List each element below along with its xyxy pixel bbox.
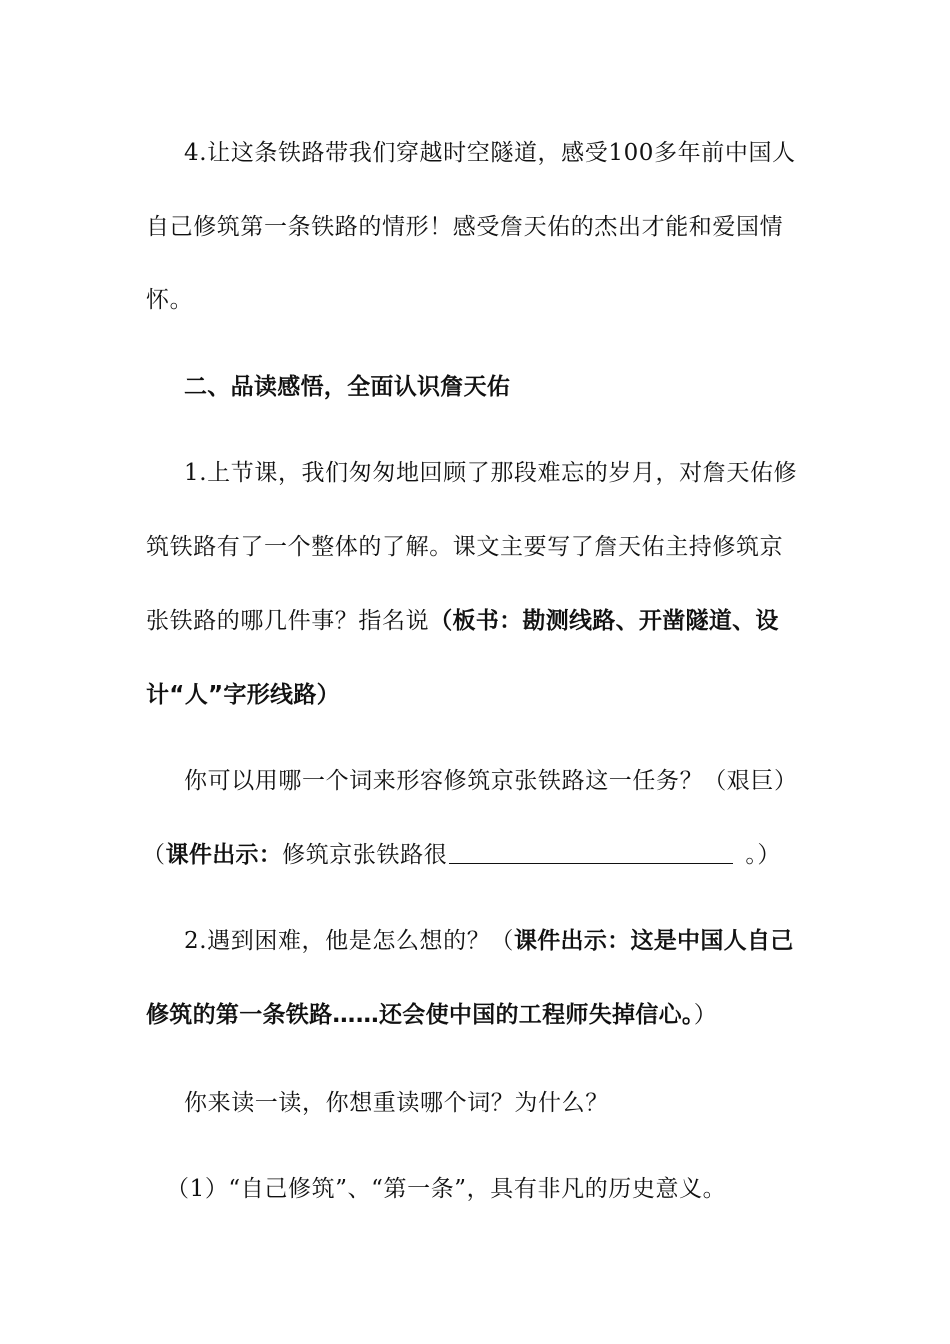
courseware-label: 课件出示： bbox=[165, 842, 283, 868]
point-1: （1）“自己修筑”、“第一条”，具有非凡的历史意义。 bbox=[166, 1176, 727, 1202]
courseware-quote-start: 课件出示：这是中国人自己 bbox=[513, 928, 794, 954]
fill-in-blank bbox=[449, 841, 733, 864]
question-line: 你可以用哪一个词来形容修筑京张铁路这一任务？（艰巨） bbox=[184, 768, 798, 794]
reading-prompt: 你来读一读，你想重读哪个词？为什么？ bbox=[184, 1090, 609, 1116]
paragraph-2-line-2 bbox=[146, 1000, 811, 1030]
closing-punct: 。） bbox=[745, 842, 782, 868]
difficulty-question: 2.遇到困难，他是怎么想的？（ bbox=[184, 928, 514, 954]
open-paren: （ bbox=[142, 842, 166, 868]
paragraph-4-line-2: 自己修筑第一条铁路的情形！感受詹天佑的杰出才能和爱国情 bbox=[146, 214, 784, 240]
courseware-text: 修筑京张铁路很 bbox=[282, 842, 448, 868]
paragraph-4-line-3: 怀。 bbox=[146, 287, 194, 313]
question-text: 张铁路的哪几件事？指名说 bbox=[146, 608, 430, 634]
close-paren: ） bbox=[693, 1002, 718, 1028]
board-note: （板书：勘测线路、开凿隧道、设 bbox=[429, 608, 779, 634]
courseware-quote-end: 修筑的第一条铁路……还会使中国的工程师失掉信心。 bbox=[146, 1002, 694, 1028]
paragraph-1-line-3 bbox=[146, 606, 811, 636]
paragraph-4-line-1: 4.让这条铁路带我们穿越时空隧道，感受100多年前中国人 bbox=[184, 140, 796, 166]
paragraph-1-line-1: 1.上节课，我们匆匆地回顾了那段难忘的岁月，对詹天佑修 bbox=[184, 460, 798, 486]
courseware-line bbox=[142, 840, 807, 870]
paragraph-2-line-1 bbox=[184, 926, 811, 956]
paragraph-1-line-4: 计“人”字形线路） bbox=[146, 682, 340, 708]
section-heading: 二、品读感悟，全面认识詹天佑 bbox=[184, 374, 511, 400]
paragraph-1-line-2: 筑铁路有了一个整体的了解。课文主要写了詹天佑主持修筑京 bbox=[146, 534, 784, 560]
